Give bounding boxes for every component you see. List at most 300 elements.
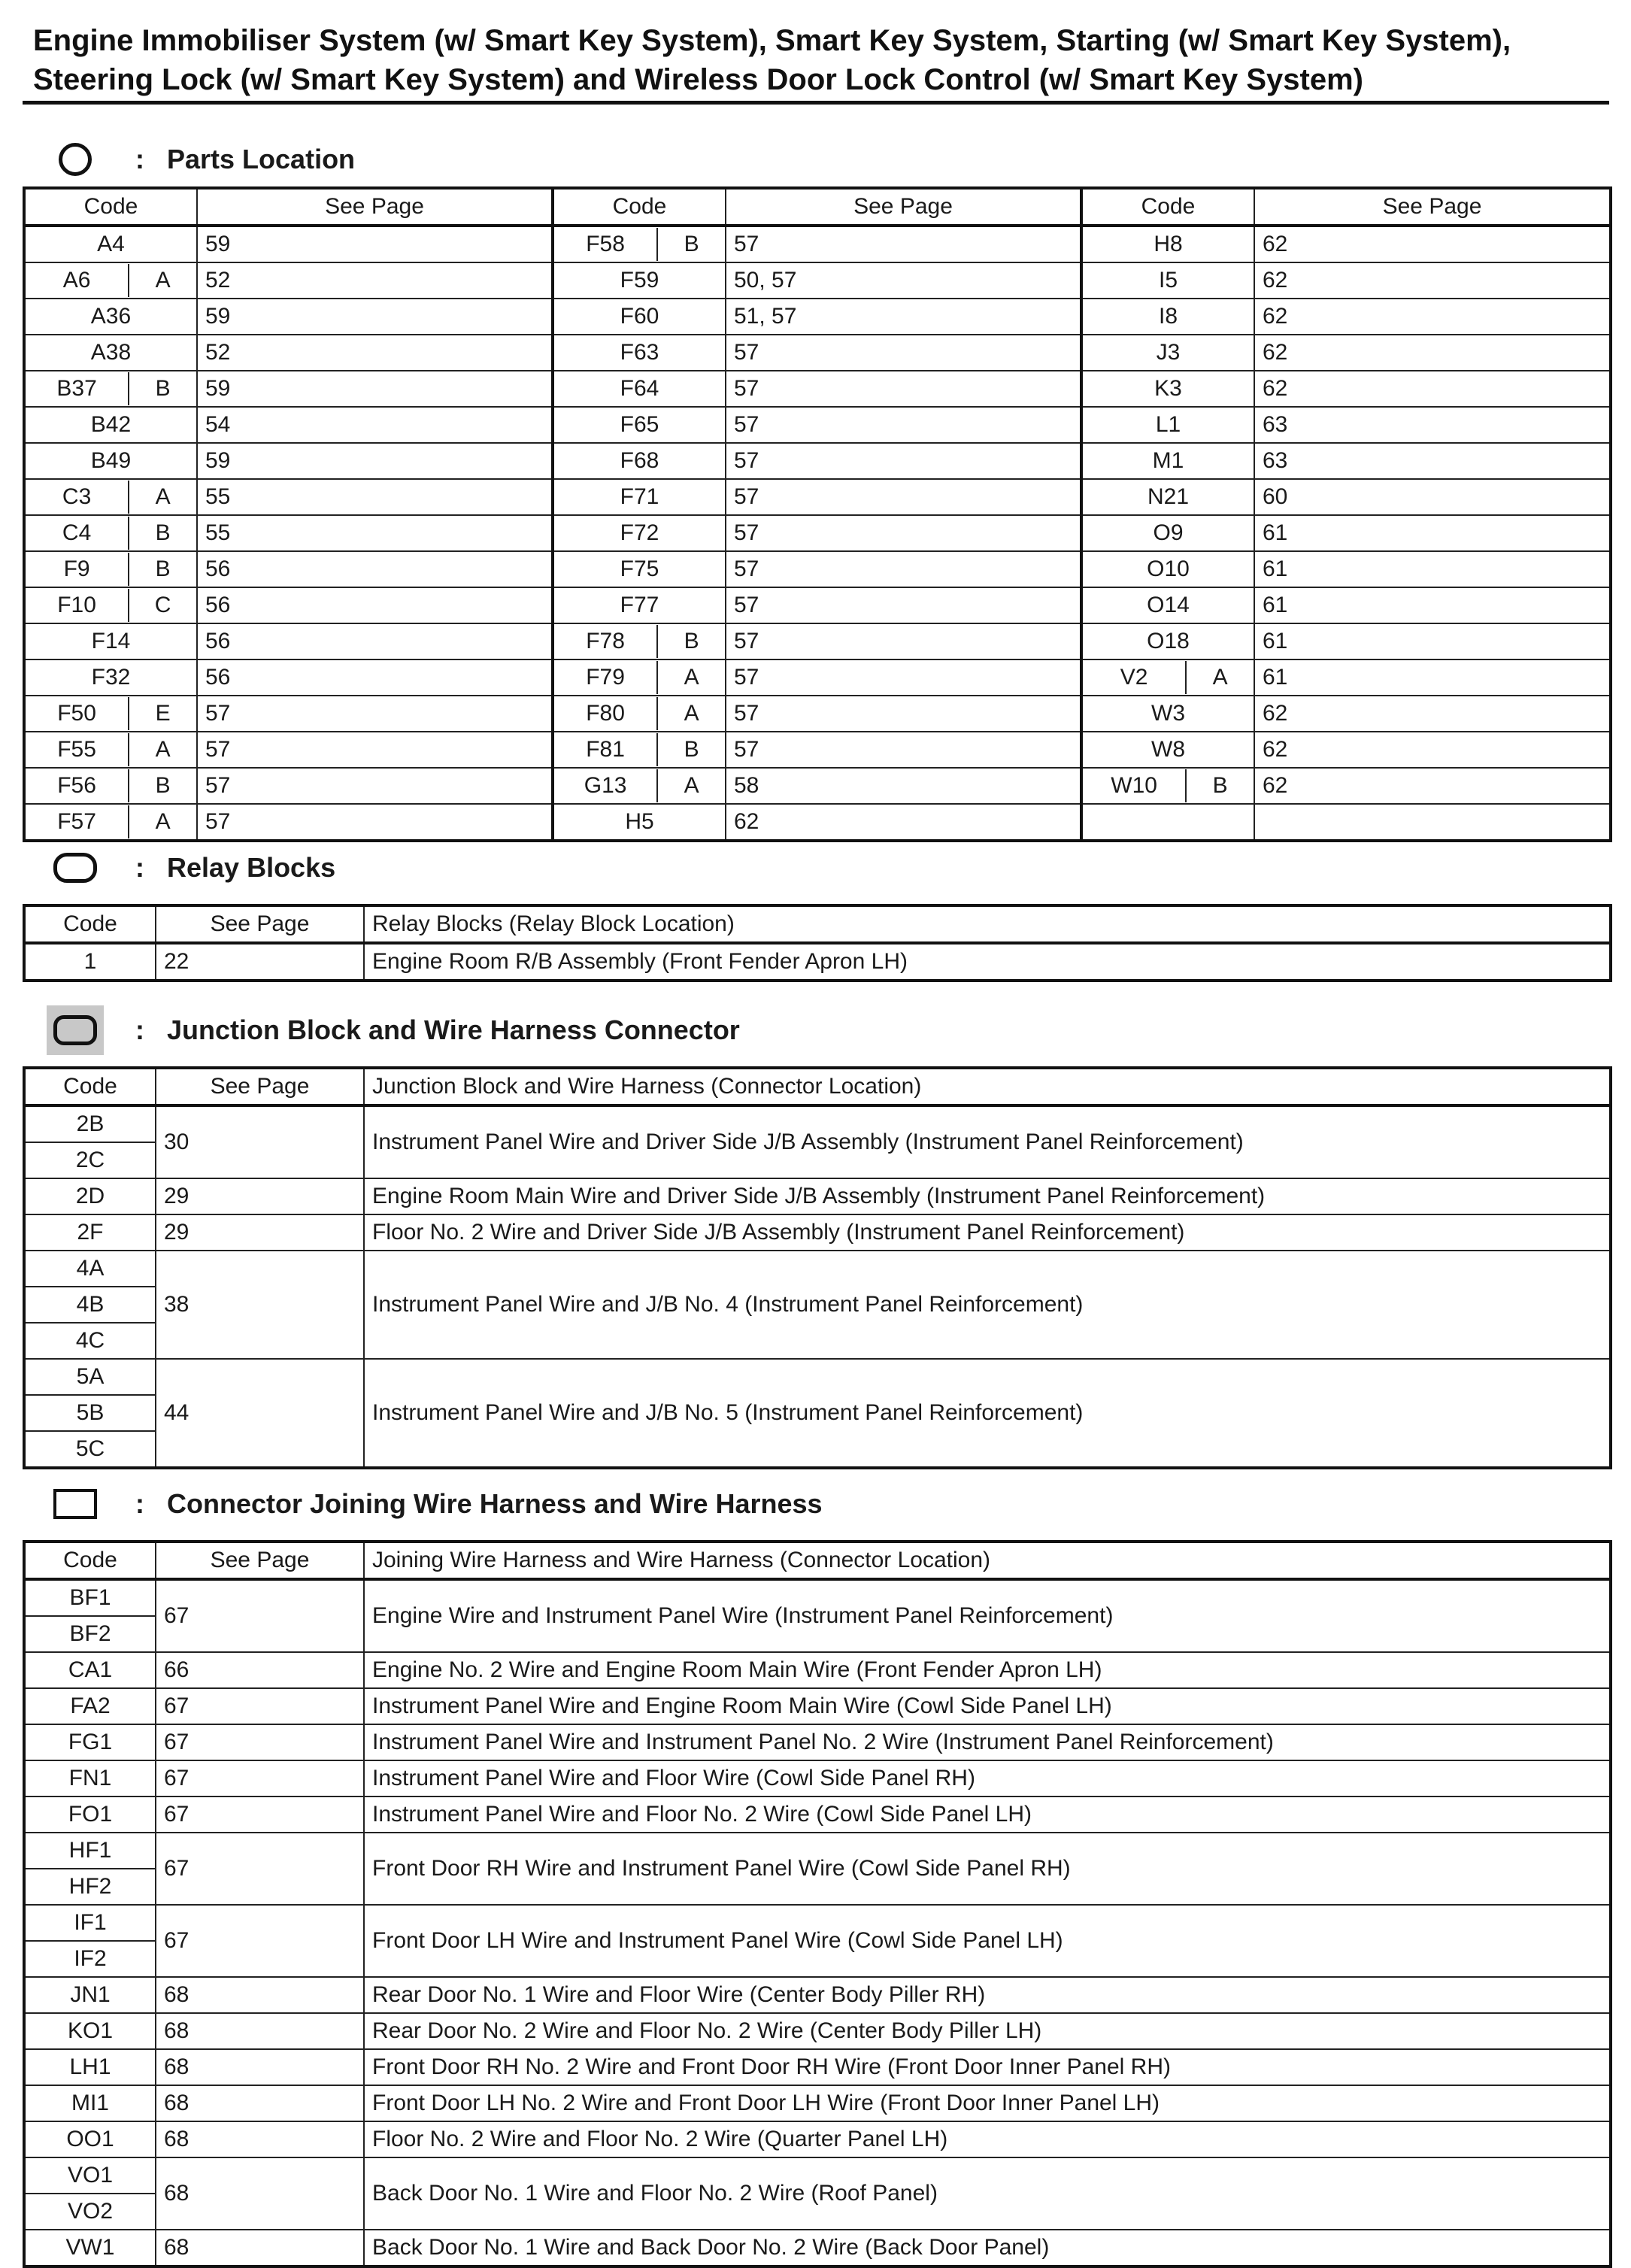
connector-location: Engine Room Main Wire and Driver Side J/B Assembly (Instrument Panel Reinforcement)	[364, 1178, 1611, 1214]
part-code-cell	[1081, 696, 1254, 732]
part-see-page: 59	[197, 226, 553, 262]
table-row	[24, 2013, 1611, 2049]
part-code-cell	[553, 443, 726, 479]
connector-location: Front Door LH Wire and Instrument Panel Wire (Cowl Side Panel LH)	[364, 1905, 1611, 1977]
connector-location: Floor No. 2 Wire and Driver Side J/B Assembly (Instrument Panel Reinforcement)	[364, 1214, 1611, 1251]
part-see-page: 57	[726, 732, 1081, 768]
table-row	[24, 2230, 1611, 2266]
part-code: I8	[1158, 304, 1178, 329]
part-code-suffix: A	[656, 769, 725, 802]
part-see-page: 55	[197, 479, 553, 515]
part-code-cell	[553, 696, 726, 732]
part-see-page: 61	[1254, 587, 1611, 623]
part-code-cell	[24, 804, 197, 841]
connector-location: Instrument Panel Wire and J/B No. 4 (Instrument Panel Reinforcement)	[364, 1251, 1611, 1359]
connector-see-page: 67	[156, 1760, 364, 1797]
col-header-see-page: See Page	[156, 1068, 364, 1105]
part-code-cell	[1081, 407, 1254, 443]
connector-joining-label: Connector Joining Wire Harness and Wire Harness	[167, 1488, 823, 1519]
connector-see-page: 66	[156, 1652, 364, 1688]
part-see-page: 57	[726, 479, 1081, 515]
part-code: B37	[56, 376, 97, 401]
part-code-split	[26, 805, 196, 839]
part-code-suffix: A	[656, 697, 725, 730]
part-see-page: 56	[197, 551, 553, 587]
junction-block-heading	[45, 1008, 740, 1053]
table-row	[24, 1905, 1611, 1941]
part-code: F81	[586, 737, 625, 762]
part-code: O14	[1147, 593, 1190, 617]
part-code: W3	[1151, 701, 1185, 726]
part-see-page: 57	[726, 226, 1081, 262]
part-code-split	[26, 696, 196, 731]
part-code-cell	[553, 335, 726, 371]
part-code-cell	[24, 587, 197, 623]
connector-location: Front Door LH No. 2 Wire and Front Door LH Wire (Front Door Inner Panel LH)	[364, 2085, 1611, 2121]
connector-code: 4A	[24, 1251, 156, 1287]
table-row	[24, 1724, 1611, 1760]
part-code: F58	[586, 232, 625, 256]
part-code: V2	[1120, 665, 1148, 690]
connector-see-page: 68	[156, 2230, 364, 2266]
connector-code: VO2	[24, 2194, 156, 2230]
connector-see-page: 29	[156, 1214, 364, 1251]
part-see-page: 57	[726, 696, 1081, 732]
part-see-page: 62	[1254, 335, 1611, 371]
table-row	[24, 2085, 1611, 2121]
part-code-cell	[553, 515, 726, 551]
part-code: A6	[62, 268, 91, 293]
table-row	[24, 768, 1611, 804]
part-code-cell	[24, 659, 197, 696]
part-code: F60	[620, 304, 659, 329]
part-code-split	[26, 516, 196, 550]
connector-code: BF1	[24, 1579, 156, 1616]
connector-see-page: 68	[156, 2013, 364, 2049]
connector-location: Floor No. 2 Wire and Floor No. 2 Wire (Quarter Panel LH)	[364, 2121, 1611, 2157]
part-code: O9	[1153, 520, 1184, 545]
table-row	[24, 804, 1611, 841]
connector-see-page: 67	[156, 1688, 364, 1724]
part-code: C3	[62, 484, 92, 509]
table-header-row	[24, 1542, 1611, 1579]
part-code: F77	[620, 593, 659, 617]
part-code: F50	[57, 701, 96, 726]
part-code-split	[26, 732, 196, 767]
part-code: F72	[620, 520, 659, 545]
col-header-see-page: See Page	[156, 905, 364, 943]
square-symbol-icon	[45, 1481, 105, 1527]
connector-location: Engine No. 2 Wire and Engine Room Main Wire (Front Fender Apron LH)	[364, 1652, 1611, 1688]
part-code: F65	[620, 412, 659, 437]
table-row	[24, 262, 1611, 299]
connector-code: VO1	[24, 2157, 156, 2194]
part-code-suffix: B	[128, 769, 196, 802]
connector-code: IF2	[24, 1941, 156, 1977]
part-code-cell	[1081, 659, 1254, 696]
connector-location: Instrument Panel Wire and Driver Side J/B Assembly (Instrument Panel Reinforcement)	[364, 1105, 1611, 1178]
connector-code: KO1	[24, 2013, 156, 2049]
part-see-page: 62	[1254, 299, 1611, 335]
part-see-page: 56	[197, 587, 553, 623]
part-code: B42	[90, 412, 132, 437]
connector-see-page: 30	[156, 1105, 364, 1178]
part-code-split	[1083, 769, 1254, 803]
part-code: F79	[586, 665, 625, 690]
part-code-cell	[24, 371, 197, 407]
part-code-split	[26, 769, 196, 803]
part-code-cell	[24, 623, 197, 659]
connector-see-page: 29	[156, 1178, 364, 1214]
part-code-split	[554, 732, 725, 767]
part-code-cell	[24, 479, 197, 515]
col-header-location: Junction Block and Wire Harness (Connector Location)	[364, 1068, 1611, 1105]
part-code: H8	[1154, 232, 1183, 256]
part-code-cell	[553, 768, 726, 804]
relay-location: Engine Room R/B Assembly (Front Fender Apron LH)	[364, 943, 1611, 981]
connector-location: Front Door RH Wire and Instrument Panel Wire (Cowl Side Panel RH)	[364, 1833, 1611, 1905]
connector-code: 2B	[24, 1105, 156, 1142]
part-code-cell	[24, 262, 197, 299]
connector-see-page: 67	[156, 1797, 364, 1833]
connector-code: FN1	[24, 1760, 156, 1797]
connector-code: 4C	[24, 1323, 156, 1359]
part-see-page: 62	[726, 804, 1081, 841]
relay-page: 22	[156, 943, 364, 981]
part-code-cell	[1081, 299, 1254, 335]
part-code-cell	[24, 443, 197, 479]
part-see-page: 61	[1254, 659, 1611, 696]
table-row	[24, 335, 1611, 371]
col-header-see-page: See Page	[726, 188, 1081, 226]
heading-colon: :	[135, 852, 144, 883]
part-see-page: 57	[726, 407, 1081, 443]
part-code: F78	[586, 629, 625, 653]
part-code: F55	[57, 737, 96, 762]
junction-block-table	[23, 1066, 1612, 1469]
part-code-suffix: E	[128, 697, 196, 730]
connector-code: 2C	[24, 1142, 156, 1178]
part-see-page: 52	[197, 262, 553, 299]
part-code-cell	[1081, 226, 1254, 262]
part-code-suffix: B	[656, 733, 725, 766]
connector-see-page: 67	[156, 1724, 364, 1760]
connector-see-page: 38	[156, 1251, 364, 1359]
part-code-cell	[24, 299, 197, 335]
part-code: A38	[90, 340, 132, 365]
part-see-page: 56	[197, 623, 553, 659]
part-code: K3	[1154, 376, 1182, 401]
heading-colon: :	[135, 144, 144, 174]
part-code-cell	[553, 551, 726, 587]
part-code: M1	[1152, 448, 1184, 473]
col-header-see-page: See Page	[156, 1542, 364, 1579]
relay-blocks-heading	[45, 845, 335, 890]
part-code-cell	[553, 587, 726, 623]
table-row	[24, 1688, 1611, 1724]
table-row	[24, 659, 1611, 696]
part-code-suffix: B	[656, 228, 725, 261]
part-see-page: 62	[1254, 226, 1611, 262]
page-title	[33, 21, 1612, 99]
part-code-suffix: B	[656, 625, 725, 658]
table-row	[24, 696, 1611, 732]
table-row	[24, 1359, 1611, 1395]
connector-location: Instrument Panel Wire and Engine Room Main Wire (Cowl Side Panel LH)	[364, 1688, 1611, 1724]
connector-code: IF1	[24, 1905, 156, 1941]
part-see-page: 57	[726, 515, 1081, 551]
part-code-split	[26, 588, 196, 623]
part-code: F57	[57, 809, 96, 834]
col-header-location: Joining Wire Harness and Wire Harness (Connector Location)	[364, 1542, 1611, 1579]
connector-see-page: 68	[156, 1977, 364, 2013]
table-row	[24, 1760, 1611, 1797]
part-see-page: 57	[726, 587, 1081, 623]
col-header-code: Code	[24, 1068, 156, 1105]
connector-code: 5C	[24, 1431, 156, 1468]
part-see-page: 57	[726, 551, 1081, 587]
part-code-cell	[24, 335, 197, 371]
table-header-row	[24, 1068, 1611, 1105]
col-header-code: Code	[553, 188, 726, 226]
part-code-cell	[24, 515, 197, 551]
part-code-split	[26, 371, 196, 406]
part-code-cell	[553, 407, 726, 443]
part-code: W8	[1151, 737, 1185, 762]
connector-code: LH1	[24, 2049, 156, 2085]
part-code-split	[554, 227, 725, 262]
parts-location-table	[23, 186, 1612, 842]
part-see-page: 51, 57	[726, 299, 1081, 335]
table-row	[24, 587, 1611, 623]
table-row	[24, 1579, 1611, 1616]
connector-code: 2D	[24, 1178, 156, 1214]
part-code-suffix: A	[656, 661, 725, 694]
table-row	[24, 1833, 1611, 1869]
part-code: F10	[57, 593, 96, 617]
page-title-line-2: Steering Lock (w/ Smart Key System) and Wireless Door Lock Control (w/ Smart Key System)	[33, 63, 1364, 96]
part-code-suffix: B	[1185, 769, 1254, 802]
part-code: G13	[584, 773, 627, 798]
part-code-cell	[553, 732, 726, 768]
table-row	[24, 623, 1611, 659]
part-code-suffix: A	[128, 805, 196, 838]
part-code: B49	[90, 448, 132, 473]
part-code-cell	[1081, 587, 1254, 623]
connector-see-page: 67	[156, 1579, 364, 1652]
part-see-page: 52	[197, 335, 553, 371]
col-header-see-page: See Page	[197, 188, 553, 226]
part-see-page: 57	[726, 443, 1081, 479]
connector-location: Instrument Panel Wire and Floor No. 2 Wire (Cowl Side Panel LH)	[364, 1797, 1611, 1833]
part-code-split	[554, 769, 725, 803]
part-code-cell	[553, 262, 726, 299]
connector-see-page: 67	[156, 1833, 364, 1905]
col-header-code: Code	[24, 1542, 156, 1579]
table-row	[24, 1797, 1611, 1833]
part-code-split	[26, 263, 196, 298]
page-title-line-1: Engine Immobiliser System (w/ Smart Key System), Smart Key System, Starting (w/ Smart Key System),	[33, 24, 1511, 57]
part-code: F14	[91, 629, 131, 653]
part-code: I5	[1158, 268, 1178, 293]
part-see-page: 50, 57	[726, 262, 1081, 299]
part-code-cell	[553, 659, 726, 696]
table-row	[24, 479, 1611, 515]
part-see-page: 56	[197, 659, 553, 696]
connector-code: 4B	[24, 1287, 156, 1323]
table-row	[24, 2157, 1611, 2194]
part-code-cell	[553, 371, 726, 407]
connector-code: FO1	[24, 1797, 156, 1833]
part-code-suffix: B	[128, 517, 196, 550]
part-code-split	[554, 696, 725, 731]
table-row	[24, 226, 1611, 262]
part-code: C4	[62, 520, 92, 545]
part-code: F9	[63, 556, 90, 581]
connector-see-page: 68	[156, 2121, 364, 2157]
part-code-cell	[553, 299, 726, 335]
part-see-page: 62	[1254, 768, 1611, 804]
connector-code: OO1	[24, 2121, 156, 2157]
connector-code: HF1	[24, 1833, 156, 1869]
col-header-location: Relay Blocks (Relay Block Location)	[364, 905, 1611, 943]
table-row	[24, 299, 1611, 335]
table-row	[24, 1214, 1611, 1251]
connector-code: 5A	[24, 1359, 156, 1395]
part-see-page: 62	[1254, 371, 1611, 407]
part-code: F80	[586, 701, 625, 726]
part-see-page: 54	[197, 407, 553, 443]
part-see-page: 57	[726, 659, 1081, 696]
connector-code: VW1	[24, 2230, 156, 2266]
part-see-page: 63	[1254, 407, 1611, 443]
part-code-cell	[1081, 371, 1254, 407]
relay-blocks-label: Relay Blocks	[167, 852, 336, 883]
part-code: L1	[1155, 412, 1181, 437]
relay-code: 1	[24, 943, 156, 981]
heading-colon: :	[135, 1488, 144, 1519]
connector-code: CA1	[24, 1652, 156, 1688]
title-rule	[23, 101, 1609, 105]
table-row	[24, 551, 1611, 587]
part-see-page: 57	[197, 696, 553, 732]
part-code-cell	[24, 551, 197, 587]
part-code-cell	[1081, 732, 1254, 768]
part-see-page: 59	[197, 299, 553, 335]
connector-location: Rear Door No. 2 Wire and Floor No. 2 Wire (Center Body Piller LH)	[364, 2013, 1611, 2049]
part-code: A4	[97, 232, 125, 256]
table-row	[24, 2049, 1611, 2085]
table-row	[24, 943, 1611, 981]
connector-see-page: 68	[156, 2157, 364, 2230]
part-code: W10	[1111, 773, 1157, 798]
col-header-code: Code	[24, 188, 197, 226]
part-code: O18	[1147, 629, 1190, 653]
part-code-cell	[1081, 804, 1254, 841]
parts-location-heading	[45, 137, 355, 182]
part-see-page: 55	[197, 515, 553, 551]
connector-see-page: 68	[156, 2085, 364, 2121]
part-see-page: 57	[197, 804, 553, 841]
part-see-page: 58	[726, 768, 1081, 804]
table-row	[24, 407, 1611, 443]
connector-joining-table	[23, 1540, 1612, 2268]
table-row	[24, 515, 1611, 551]
part-code: A36	[90, 304, 132, 329]
part-code-split	[554, 660, 725, 695]
connector-see-page: 68	[156, 2049, 364, 2085]
parts-location-label: Parts Location	[167, 144, 356, 174]
part-code-cell	[1081, 551, 1254, 587]
part-code: F68	[620, 448, 659, 473]
part-see-page: 57	[726, 335, 1081, 371]
part-code-cell	[1081, 443, 1254, 479]
part-see-page: 61	[1254, 515, 1611, 551]
table-row	[24, 1977, 1611, 2013]
connector-code: FA2	[24, 1688, 156, 1724]
part-code-cell	[1081, 623, 1254, 659]
part-code-cell	[24, 768, 197, 804]
part-code-cell	[24, 407, 197, 443]
table-row	[24, 443, 1611, 479]
part-see-page	[1254, 804, 1611, 841]
table-row	[24, 1251, 1611, 1287]
part-see-page: 62	[1254, 262, 1611, 299]
table-row	[24, 1178, 1611, 1214]
part-code: F32	[91, 665, 131, 690]
connector-code: 2F	[24, 1214, 156, 1251]
part-code-cell	[24, 696, 197, 732]
part-see-page: 63	[1254, 443, 1611, 479]
part-see-page: 57	[197, 732, 553, 768]
junction-block-label: Junction Block and Wire Harness Connector	[167, 1014, 740, 1045]
part-code-cell	[1081, 262, 1254, 299]
connector-code: MI1	[24, 2085, 156, 2121]
part-code-suffix: B	[128, 553, 196, 586]
part-code-cell	[553, 623, 726, 659]
part-see-page: 60	[1254, 479, 1611, 515]
connector-location: Instrument Panel Wire and Instrument Panel No. 2 Wire (Instrument Panel Reinforcement)	[364, 1724, 1611, 1760]
table-header-row	[24, 188, 1611, 226]
connector-location: Instrument Panel Wire and J/B No. 5 (Instrument Panel Reinforcement)	[364, 1359, 1611, 1468]
part-code-cell	[1081, 768, 1254, 804]
col-header-code: Code	[24, 905, 156, 943]
part-code-split	[554, 624, 725, 659]
connector-see-page: 67	[156, 1905, 364, 1977]
part-code-cell	[553, 226, 726, 262]
part-code: F75	[620, 556, 659, 581]
part-code: N21	[1147, 484, 1190, 509]
connector-joining-heading	[45, 1481, 823, 1527]
connector-code: BF2	[24, 1616, 156, 1652]
circle-symbol-icon	[45, 137, 105, 182]
part-code-cell	[1081, 515, 1254, 551]
table-header-row	[24, 905, 1611, 943]
part-code-cell	[24, 732, 197, 768]
part-code-suffix: A	[1185, 661, 1254, 694]
part-code-suffix: A	[128, 481, 196, 514]
part-code-split	[26, 480, 196, 514]
relay-blocks-table	[23, 904, 1612, 982]
connector-location: Rear Door No. 1 Wire and Floor Wire (Center Body Piller RH)	[364, 1977, 1611, 2013]
part-code-cell	[24, 226, 197, 262]
part-see-page: 59	[197, 443, 553, 479]
part-see-page: 61	[1254, 623, 1611, 659]
part-code-suffix: C	[128, 589, 196, 622]
part-code: F56	[57, 773, 96, 798]
connector-code: HF2	[24, 1869, 156, 1905]
part-code-suffix: B	[128, 372, 196, 405]
